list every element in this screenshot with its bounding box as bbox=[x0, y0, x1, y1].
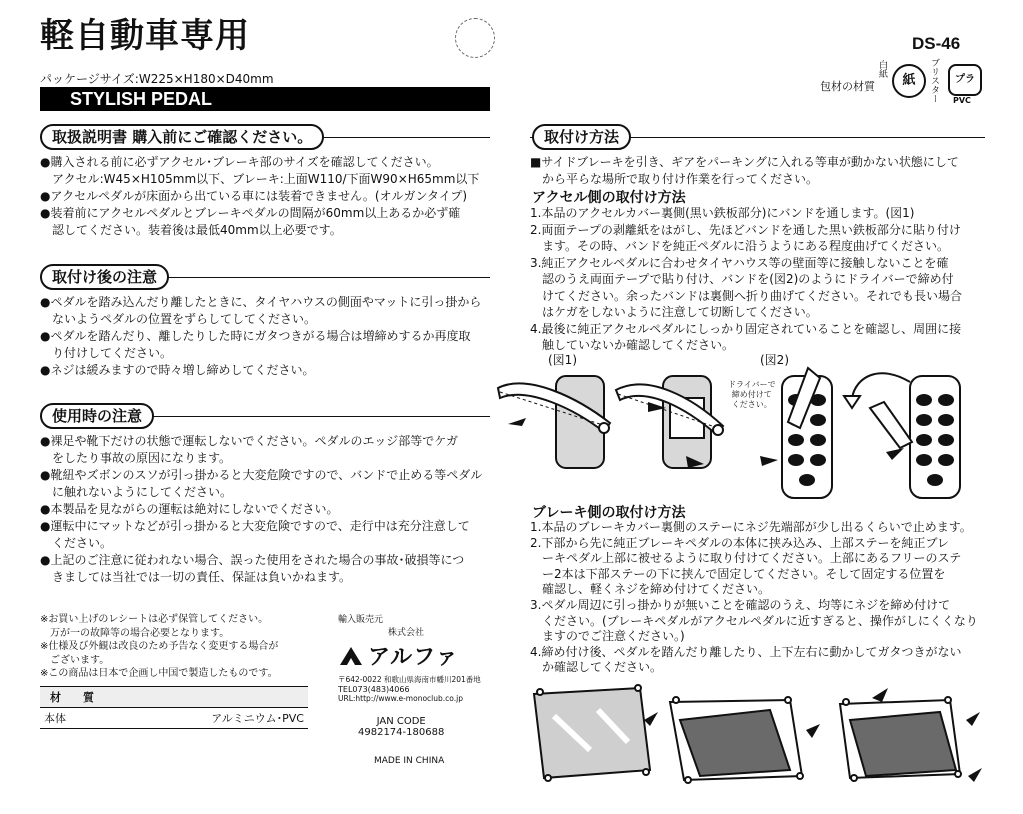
section-heading-after-install: 取付け後の注意 bbox=[40, 264, 169, 290]
install-intro: ■サイドブレーキを引き、ギアをパーキングに入れる等車が動かない状態にして から平らな場所で取り付け作業を行ってください。 bbox=[530, 155, 959, 186]
before-purchase-text: ●購入される前に必ずアクセル･ブレーキ部のサイズを確認してください。 アクセル:W45×H105mm以下、ブレーキ:上面W110/下面W90×H65mm以下 ●アクセルペダルが床面から出ている車には装着できません。(オルガンタイプ) ●装着前にアクセルペダルとブレーキペダルの間隔が60mm以上あるか必ず確 認してください。装着後は最低40mm以上必要です。 bbox=[40, 155, 480, 237]
company-logo: アルファ bbox=[338, 640, 488, 671]
company-tel: TEL073(483)4066 bbox=[338, 685, 410, 694]
accel-pedal-front-right bbox=[870, 376, 960, 498]
brake-cover-mounting bbox=[670, 697, 803, 783]
brake-install-steps: 1.本品のブレーキカバー裏側のステーにネジ先端部が少し出るくらいで止めます。 2.下部から先に純正ブレーキペダルの本体に挟み込み、上部ステーを純正ブレ ーキペダル上部に被せるように取り付けてください。上部にあるフリーのステ ー2本は下部ステーの下に挟んで固定してください。そして固定する位置を 確認し、軽くネジを締め付けてください。 3.ペダル周辺に引っ掛かりが無いことを確認のうえ、均等にネジを締め付けて ください。(ブレーキペダルがアクセルペダルに近すぎると、操作がしにくくなり ますのでご注意ください。) 4.締め付け後、ペダルを踏んだり離したり、上下左右に動かしてガタつきがない か確認してください。 bbox=[530, 520, 978, 675]
company-address: 〒642-0022 和歌山県海南市幡川201番地 bbox=[338, 675, 481, 684]
material-table bbox=[40, 686, 308, 729]
jan-label: JAN CODE bbox=[376, 716, 426, 727]
page-title: 軽自動車専用 bbox=[40, 16, 250, 56]
figure-1-label: (図1) bbox=[548, 353, 577, 367]
package-size: パッケージサイズ:W225×H180×D40mm bbox=[40, 72, 274, 86]
company-url: URL:http://www.e-monoclub.co.jp bbox=[338, 694, 463, 703]
plastic-recycle-icon: プラ bbox=[948, 64, 982, 96]
product-name-banner: STYLISH PEDAL bbox=[40, 87, 490, 111]
curved-arrow-icon bbox=[844, 373, 910, 408]
section-heading-usage: 使用時の注意 bbox=[40, 403, 154, 429]
brake-install-illustration bbox=[520, 680, 990, 786]
usage-text: ●裸足や靴下だけの状態で運転しないでください。ペダルのエッジ部等でケガ をしたり事故の原因になります。 ●靴紐やズボンのスソが引っ掛かると大変危険ですので、バンドで止める等ペダル に触れないようにしてください。 ●本製品を見ながらの運転は絶対にしないでください。 ●運転中にマットなどが引っ掛かると大変危険ですので、走行中は充分注意して ください。 ●上記のご注意に従われない場合、誤った使用をされた場合の事故･破損等につ きましては当社では一切の責任、保証は負いかねます。 bbox=[40, 434, 483, 584]
figure-1-illustration bbox=[498, 368, 728, 480]
packaging-material-block bbox=[820, 58, 990, 108]
figure-2-note: ドライバーで 締め付けて ください。 bbox=[728, 380, 776, 409]
material-value: アルミニウム･PVC bbox=[211, 712, 304, 725]
made-in: MADE IN CHINA bbox=[374, 756, 445, 766]
jan-number: 4982174-180688 bbox=[358, 727, 445, 738]
paper-recycle-icon: 紙 bbox=[892, 64, 926, 98]
brake-cover-back bbox=[534, 685, 650, 781]
brake-cover-fixed bbox=[840, 697, 961, 781]
importer-label: 輸入販売元 bbox=[338, 615, 384, 625]
company-block bbox=[338, 612, 488, 703]
section-heading-before-purchase: 取扱説明書 購入前にご確認ください。 bbox=[40, 124, 324, 150]
packaging-label: 包材の材質 bbox=[820, 80, 875, 93]
accel-install-heading: アクセル側の取付け方法 bbox=[532, 190, 686, 206]
section-heading-install: 取付け方法 bbox=[532, 124, 631, 150]
material-item: 本体 bbox=[44, 712, 66, 725]
accel-pedal-front-left bbox=[782, 368, 832, 498]
paper-label: 白紙 bbox=[877, 60, 887, 78]
company-kabushiki: 株式会社 bbox=[388, 628, 425, 638]
hang-hole-cutout bbox=[455, 18, 495, 58]
accel-install-steps: 1.本品のアクセルカバー裏側(黒い鉄板部分)にバンドを通します。(図1) 2.両面テープの剥離紙をはがし、先ほどバンドを通した黒い鉄板部分に貼り付け ます。その時、バンドを純正ペダルに沿うようにある程度曲げてください。 3.純正アクセルペダルに合わせタイヤハウス等の壁面等に接触しないことを確 認のうえ両面テープで貼り付け、バンドを(図2)のようにドライバーで締め付 けてください。余ったバンドは裏側へ折り曲げてください。それでも長い場合 はケガをしないように注意して切断してください。 4.最後に純正アクセルペダルにしっかり固定されていることを確認し、周囲に接 触していないか確認してください。 bbox=[530, 206, 963, 352]
material-row bbox=[40, 708, 308, 729]
accel-pedal-back-right bbox=[616, 376, 723, 468]
figure-2-illustration bbox=[760, 368, 985, 506]
model-number: DS-46 bbox=[912, 34, 961, 53]
jan-code-block bbox=[358, 716, 444, 738]
notes-text: ※お買い上げのレシートは必ず保管してください。 万が一の故障等の場合必要となります。 ※仕様及び外観は改良のため予告なく変更する場合が ございます。 ※この商品は日本で企画し中国で製造したものです。 bbox=[40, 614, 279, 679]
pvc-label: PVC bbox=[953, 96, 971, 105]
blister-label: ブリスター bbox=[929, 58, 939, 103]
after-install-text: ●ペダルを踏み込んだり離したときに、タイヤハウスの側面やマットに引っ掛から ないようペダルの位置をずらしてしてください。 ●ペダルを踏んだり、離したりした時にガタつきがる場合は増締めするか再度取 り付けしてください。 ●ネジは緩みますので時々増し締めしてください。 bbox=[40, 295, 482, 377]
material-header: 材 質 bbox=[40, 686, 308, 708]
figure-2-label: (図2) bbox=[760, 353, 789, 367]
brake-install-heading: ブレーキ側の取付け方法 bbox=[532, 505, 686, 521]
alpha-logo-icon bbox=[338, 645, 364, 667]
